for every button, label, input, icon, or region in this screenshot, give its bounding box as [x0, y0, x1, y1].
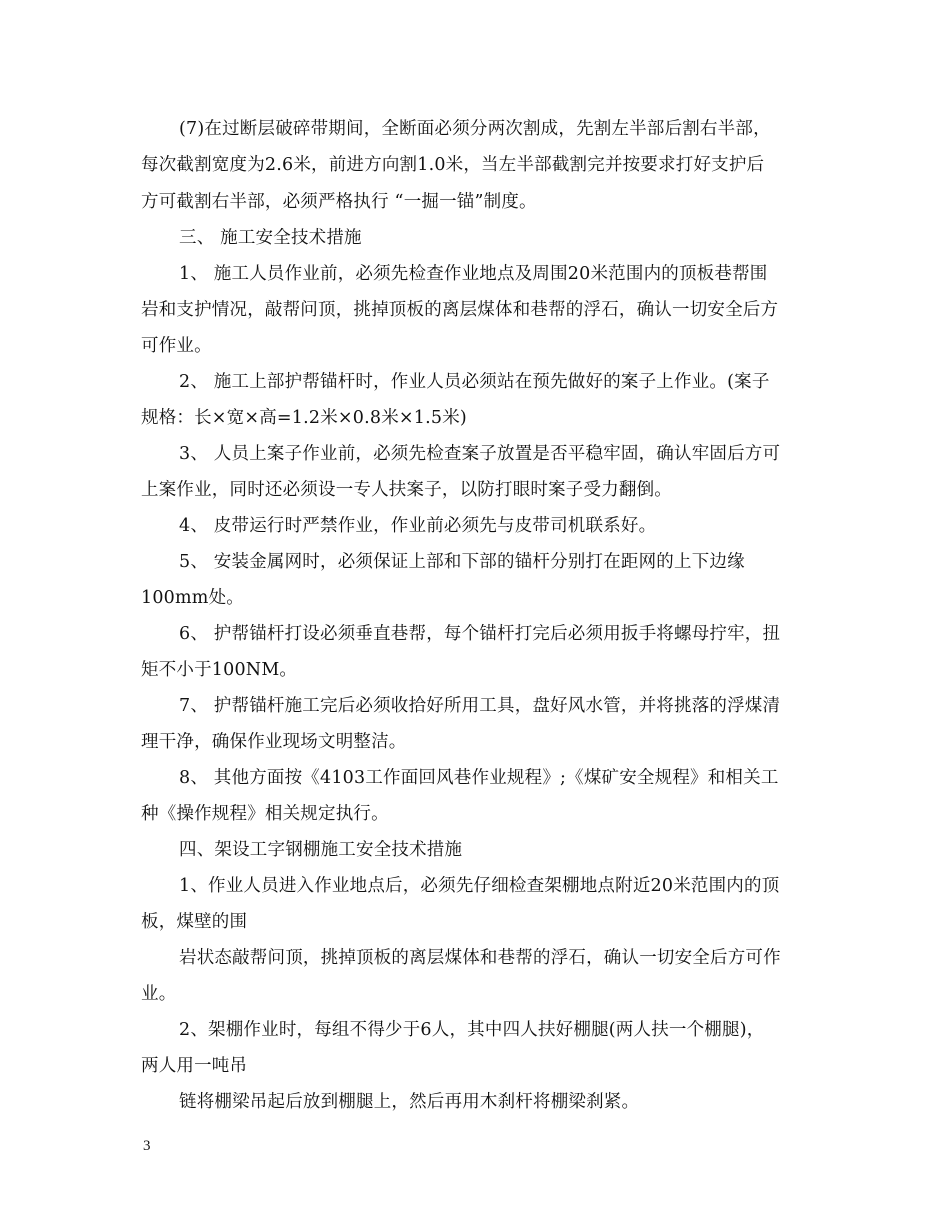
text-line: 每次截割宽度为2.6米，前进方向割1.0米，当左半部截割完并按要求打好支护后: [141, 155, 765, 175]
text-line: 岩状态敲帮问顶，挑掉顶板的离层煤体和巷帮的浮石，确认一切安全后方可作: [179, 948, 781, 968]
text-line: 种《操作规程》相关规定执行。: [141, 804, 389, 824]
text-line: 板，煤壁的围: [141, 912, 248, 932]
text-line: 规格：长×宽×高=1.2米×0.8米×1.5米): [141, 408, 467, 428]
text-line: 6、 护帮锚杆打设必须垂直巷帮，每个锚杆打完后必须用扳手将螺母拧牢，扭: [179, 624, 781, 644]
text-line: 方可截割右半部，必须严格执行 “一掘一锚”制度。: [141, 192, 537, 212]
text-line: 2、架棚作业时，每组不得少于6人，其中四人扶好棚腿(两人扶一个棚腿)，: [179, 1020, 765, 1040]
text-line: 上案作业，同时还必须设一专人扶案子，以防打眼时案子受力翻倒。: [141, 480, 672, 500]
text-line: 1、 施工人员作业前，必须先检查作业地点及周围20米范围内的顶板巷帮围: [179, 264, 768, 284]
text-line: 4、 皮带运行时严禁作业，作业前必须先与皮带司机联系好。: [179, 516, 657, 536]
text-line: 链将棚梁吊起后放到棚腿上，然后再用木刹杆将棚梁刹紧。: [179, 1092, 640, 1112]
text-line: 100mm处。: [141, 588, 244, 608]
text-line: 5、 安装金属网时，必须保证上部和下部的锚杆分别打在距网的上下边缘: [179, 552, 745, 572]
text-line: 矩不小于100NM。: [141, 660, 298, 680]
text-line: 可作业。: [141, 336, 212, 356]
section-heading: 三、 施工安全技术措施: [179, 228, 362, 248]
text-line: 两人用一吨吊: [141, 1056, 248, 1076]
text-line: 2、 施工上部护帮锚杆时，作业人员必须站在预先做好的案子上作业。(案子: [179, 372, 770, 392]
text-line: 理干净，确保作业现场文明整洁。: [141, 732, 407, 752]
text-line: 1、作业人员进入作业地点后，必须先仔细检查架棚地点附近20米范围内的顶: [179, 876, 780, 896]
text-line: 8、 其他方面按《4103工作面回风巷作业规程》;《煤矿安全规程》和相关工: [179, 768, 779, 788]
text-line: 岩和支护情况，敲帮问顶，挑掉顶板的离层煤体和巷帮的浮石，确认一切安全后方: [141, 300, 779, 320]
page-number: 3: [143, 1138, 151, 1154]
text-line: 7、 护帮锚杆施工完后必须收拾好所用工具，盘好风水管，并将挑落的浮煤清: [179, 696, 781, 716]
section-heading: 四、架设工字钢棚施工安全技术措施: [179, 840, 463, 860]
text-line: 业。: [141, 984, 177, 1004]
text-line: (7)在过断层破碎带期间，全断面必须分两次割成，先割左半部后割右半部，: [179, 119, 771, 139]
text-line: 3、 人员上案子作业前，必须先检查案子放置是否平稳牢固，确认牢固后方可: [179, 444, 781, 464]
